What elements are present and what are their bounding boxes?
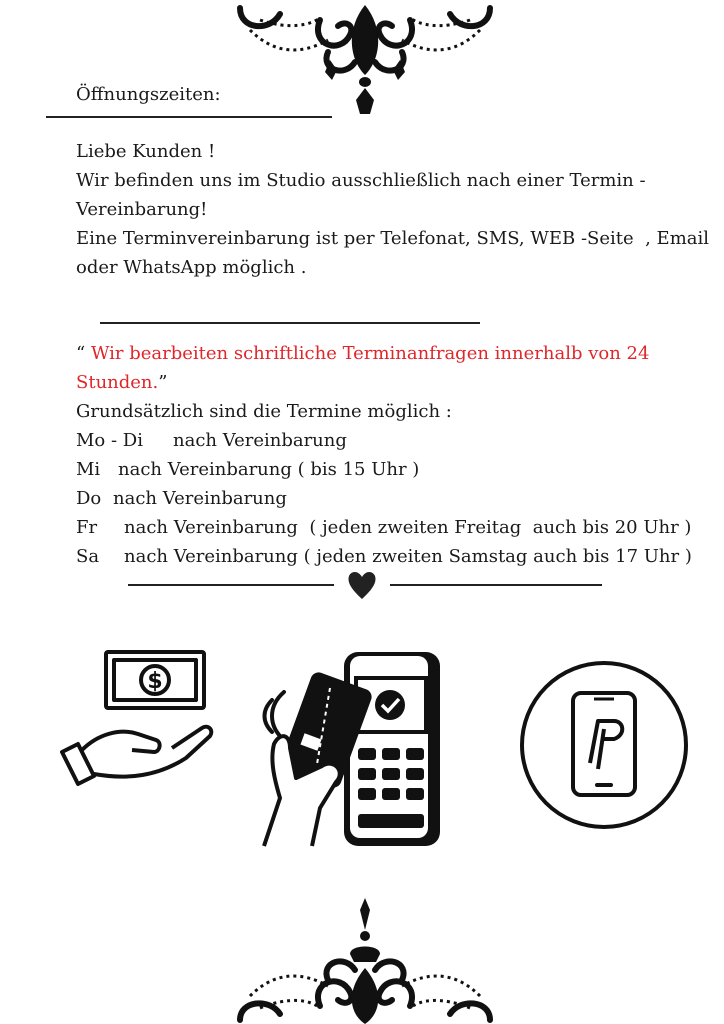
- schedule-text: nach Vereinbarung: [173, 430, 347, 451]
- notice-line-2: [76, 368, 692, 397]
- close-quote: ”: [158, 372, 168, 393]
- schedule-row: [76, 513, 692, 542]
- schedule-day: Mo - Di: [76, 430, 143, 451]
- svg-text:$: $: [147, 669, 163, 694]
- intro-line: oder WhatsApp möglich .: [76, 257, 307, 278]
- schedule-text: nach Vereinbarung ( jeden zweiten Freitag auch bis 20 Uhr ): [124, 517, 692, 538]
- schedule-row: [76, 426, 692, 455]
- heart-divider-right: [390, 584, 602, 586]
- contactless-card-terminal-icon: [250, 648, 450, 848]
- notice-text: Wir bearbeiten schriftliche Terminanfragen innerhalb von 24: [90, 343, 650, 364]
- bottom-ornament: [210, 896, 520, 1024]
- section-divider: [100, 322, 480, 324]
- open-quote: “: [76, 343, 91, 364]
- schedule-text: nach Vereinbarung ( bis 15 Uhr ): [118, 459, 420, 480]
- schedule-row: [76, 542, 692, 571]
- cash-payment-icon: [58, 648, 218, 788]
- intro-line: Vereinbarung!: [76, 199, 208, 220]
- intro-line: Eine Terminvereinbarung ist per Telefonat, SMS, WEB -Seite , Email: [76, 228, 710, 249]
- intro-line: Liebe Kunden !: [76, 141, 216, 162]
- top-ornament: [210, 0, 520, 120]
- heart-icon: [347, 569, 377, 601]
- notice-line-1: [76, 339, 692, 368]
- title-underline: [46, 116, 332, 118]
- schedule-row: [76, 484, 692, 513]
- schedule-day: Fr: [76, 517, 98, 538]
- schedule-heading: Grundsätzlich sind die Termine möglich :: [76, 401, 452, 422]
- schedule-day: Mi: [76, 459, 101, 480]
- schedule-text: nach Vereinbarung ( jeden zweiten Samstag auch bis 17 Uhr ): [124, 546, 692, 567]
- schedule-day: Sa: [76, 546, 100, 567]
- page-title: Öffnungszeiten:: [76, 84, 221, 105]
- intro-paragraph: [76, 137, 709, 282]
- intro-line: Wir befinden uns im Studio ausschließlich nach einer Termin -: [76, 170, 646, 191]
- schedule-row: [76, 455, 692, 484]
- schedule-text: nach Vereinbarung: [113, 488, 287, 509]
- schedule-day: Do: [76, 488, 102, 509]
- heart-divider-left: [128, 584, 334, 586]
- schedule-block: [76, 339, 692, 571]
- paypal-phone-icon: [510, 659, 698, 831]
- notice-text: Stunden.: [76, 372, 159, 393]
